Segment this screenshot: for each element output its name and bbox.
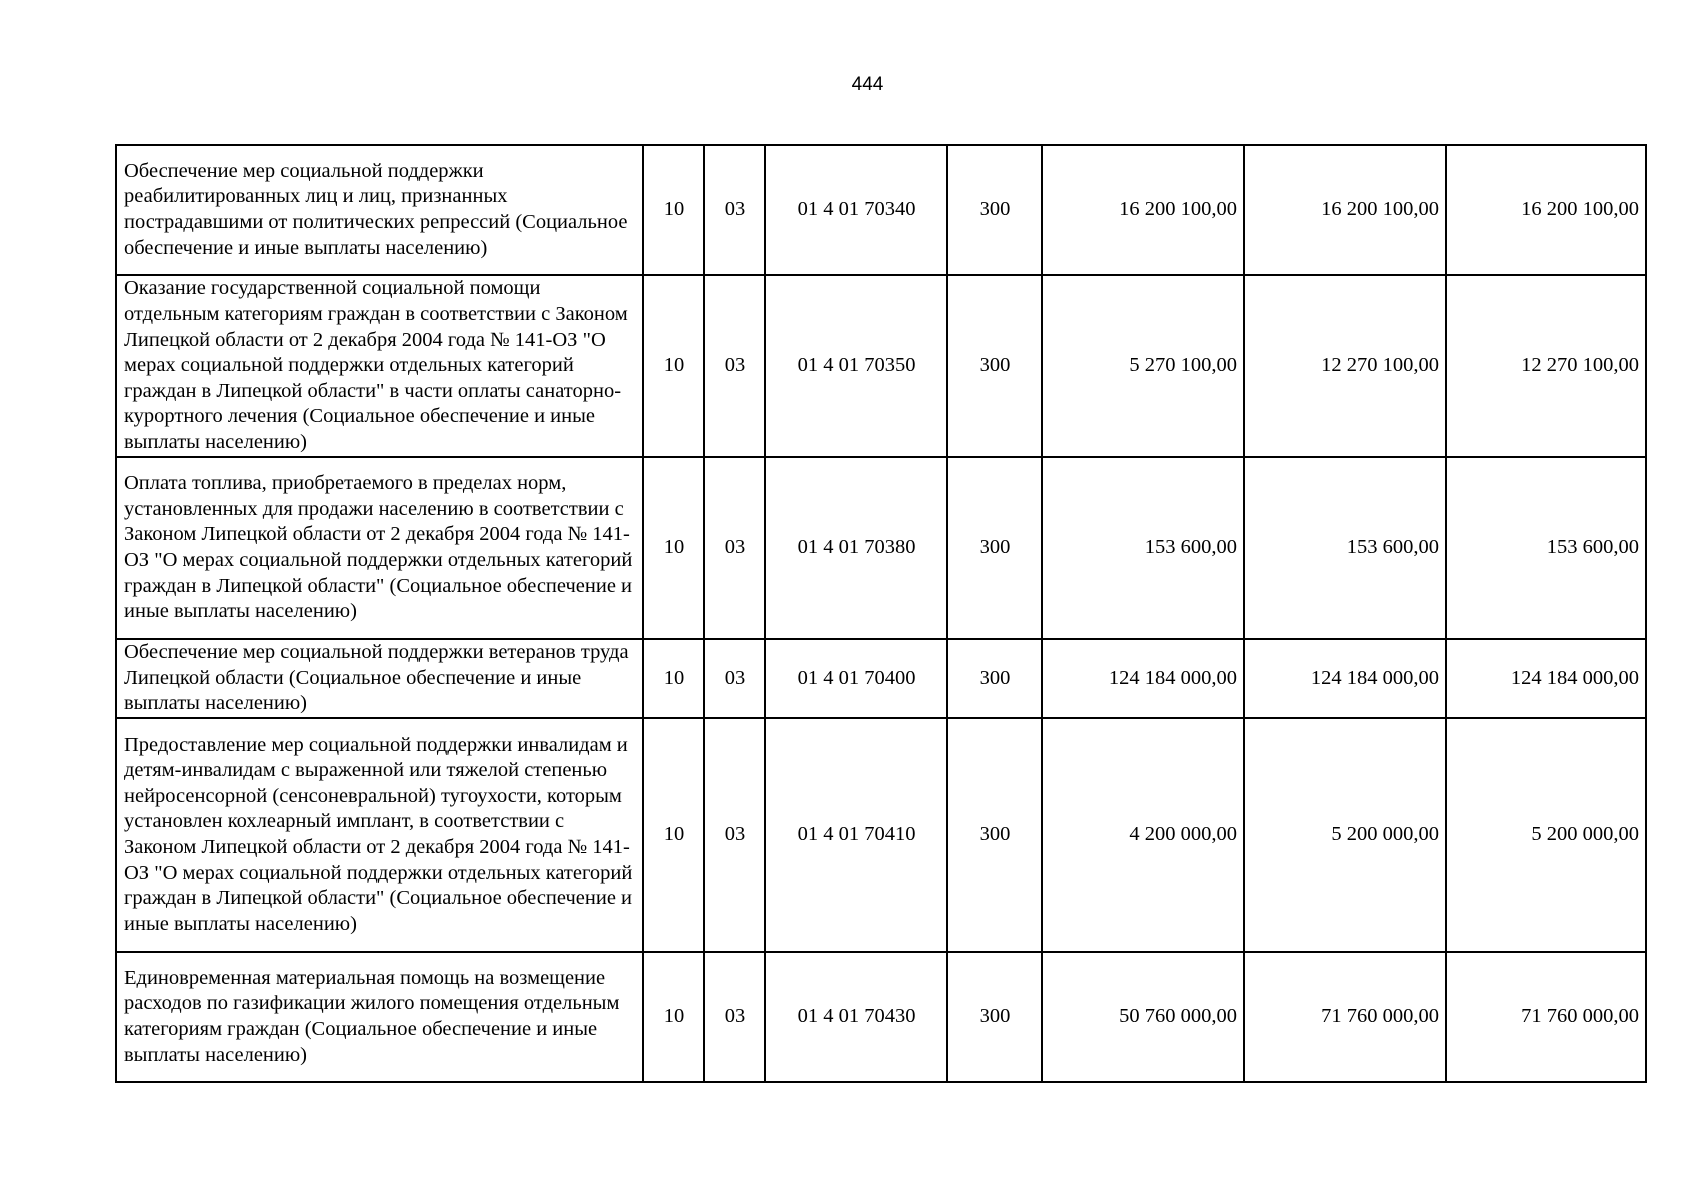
- section-cell: 10: [643, 275, 704, 457]
- amount-3-cell: 16 200 100,00: [1446, 145, 1646, 275]
- amount-2-cell: 71 760 000,00: [1244, 952, 1446, 1082]
- subsection-cell: 03: [704, 457, 765, 639]
- expense-type-cell: 300: [947, 275, 1042, 457]
- amount-1-cell: 16 200 100,00: [1042, 145, 1244, 275]
- expense-name-cell: Обеспечение мер социальной поддержки реабилитированных лиц и лиц, признанных пострадавшими от политических репрессий (Социальное обеспечение и иные выплаты населению): [116, 145, 643, 275]
- amount-3-cell: 5 200 000,00: [1446, 718, 1646, 952]
- expense-type-cell: 300: [947, 145, 1042, 275]
- amount-2-cell: 153 600,00: [1244, 457, 1446, 639]
- amount-3-cell: 124 184 000,00: [1446, 639, 1646, 718]
- page-number: 444: [851, 74, 884, 95]
- amount-3-cell: 153 600,00: [1446, 457, 1646, 639]
- section-cell: 10: [643, 145, 704, 275]
- amount-1-cell: 4 200 000,00: [1042, 718, 1244, 952]
- amount-1-cell: 50 760 000,00: [1042, 952, 1244, 1082]
- expense-name-cell: Оказание государственной социальной помощи отдельным категориям граждан в соответствии с Законом Липецкой области от 2 декабря 2004 года № 141-ОЗ "О мерах социальной поддержки отдельных категорий граждан в Липецкой области" в части оплаты санаторно-курортного лечения (Социальное обеспечение и иные выплаты населению): [116, 275, 643, 457]
- amount-2-cell: 124 184 000,00: [1244, 639, 1446, 718]
- subsection-cell: 03: [704, 639, 765, 718]
- table-row: [116, 457, 1646, 639]
- section-cell: 10: [643, 639, 704, 718]
- expense-name-cell: Оплата топлива, приобретаемого в пределах норм, установленных для продажи населению в соответствии с Законом Липецкой области от 2 декабря 2004 года № 141-ОЗ "О мерах социальной поддержки отдельных категорий граждан в Липецкой области" (Социальное обеспечение и иные выплаты населению): [116, 457, 643, 639]
- amount-2-cell: 12 270 100,00: [1244, 275, 1446, 457]
- target-article-cell: 01 4 01 70380: [765, 457, 947, 639]
- table-row: [116, 718, 1646, 952]
- expense-type-cell: 300: [947, 718, 1042, 952]
- expense-name-cell: Предоставление мер социальной поддержки инвалидам и детям-инвалидам с выраженной или тяжелой степенью нейросенсорной (сенсоневральной) тугоухости, которым установлен кохлеарный имплант, в соответствии с Законом Липецкой области от 2 декабря 2004 года № 141-ОЗ "О мерах социальной поддержки отдельных категорий граждан в Липецкой области" (Социальное обеспечение и иные выплаты населению): [116, 718, 643, 952]
- subsection-cell: 03: [704, 718, 765, 952]
- target-article-cell: 01 4 01 70350: [765, 275, 947, 457]
- subsection-cell: 03: [704, 952, 765, 1082]
- expense-type-cell: 300: [947, 952, 1042, 1082]
- amount-3-cell: 12 270 100,00: [1446, 275, 1646, 457]
- amount-1-cell: 5 270 100,00: [1042, 275, 1244, 457]
- amount-2-cell: 16 200 100,00: [1244, 145, 1446, 275]
- expense-type-cell: 300: [947, 639, 1042, 718]
- table-row: [116, 639, 1646, 718]
- target-article-cell: 01 4 01 70410: [765, 718, 947, 952]
- section-cell: 10: [643, 457, 704, 639]
- budget-table: [115, 144, 1647, 1083]
- subsection-cell: 03: [704, 145, 765, 275]
- amount-2-cell: 5 200 000,00: [1244, 718, 1446, 952]
- expense-name-cell: Единовременная материальная помощь на возмещение расходов по газификации жилого помещения отдельным категориям граждан (Социальное обеспечение и иные выплаты населению): [116, 952, 643, 1082]
- expense-type-cell: 300: [947, 457, 1042, 639]
- target-article-cell: 01 4 01 70340: [765, 145, 947, 275]
- table-row: [116, 952, 1646, 1082]
- table-row: [116, 145, 1646, 275]
- amount-1-cell: 124 184 000,00: [1042, 639, 1244, 718]
- amount-1-cell: 153 600,00: [1042, 457, 1244, 639]
- amount-3-cell: 71 760 000,00: [1446, 952, 1646, 1082]
- subsection-cell: 03: [704, 275, 765, 457]
- table-row: [116, 275, 1646, 457]
- section-cell: 10: [643, 718, 704, 952]
- target-article-cell: 01 4 01 70430: [765, 952, 947, 1082]
- section-cell: 10: [643, 952, 704, 1082]
- target-article-cell: 01 4 01 70400: [765, 639, 947, 718]
- expense-name-cell: Обеспечение мер социальной поддержки ветеранов труда Липецкой области (Социальное обеспечение и иные выплаты населению): [116, 639, 643, 718]
